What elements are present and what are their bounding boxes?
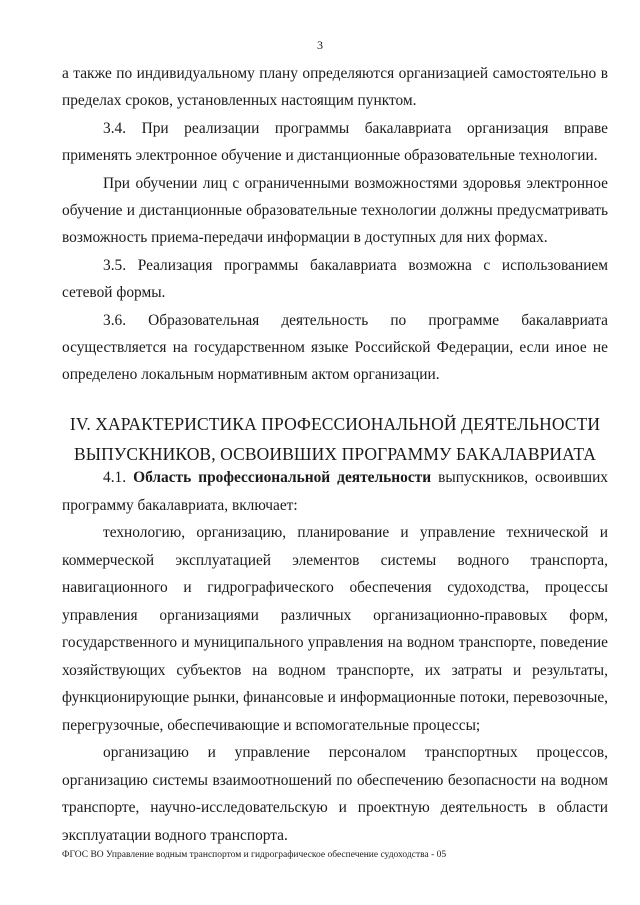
section-heading-line1: IV. ХАРАКТЕРИСТИКА ПРОФЕССИОНАЛЬНОЙ ДЕЯТЕЛЬНОСТИ	[69, 414, 601, 434]
body-text-top	[62, 60, 608, 389]
paragraph: а также по индивидуальному плану определяются организацией самостоятельно в пределах сроков, установленных настоящим пунктом.	[62, 65, 608, 110]
paragraph-4-1-rest: выпускников, освоивших программу бакалавриата, включает:	[62, 469, 609, 514]
body-text-bottom	[62, 464, 608, 849]
paragraph-4-1	[62, 464, 608, 519]
section-heading-line2: ВЫПУСКНИКОВ, ОСВОИВШИХ ПРОГРАММУ БАКАЛАВРИАТА	[73, 444, 597, 464]
paragraph-3-5: 3.5. Реализация программы бакалавриата возможна с использованием сетевой формы.	[62, 256, 608, 302]
page-number: 3	[317, 38, 323, 52]
section-heading	[62, 409, 608, 469]
page-footer: ФГОС ВО Управление водным транспортом и гидрографическое обеспечение судоходства - 05	[62, 850, 447, 860]
paragraph-technology: технологию, организацию, планирование и управление технической и коммерческой эксплуатацией элементов системы водного транспорта, навигационного и гидрографического обеспечения судоходства, процессы управления организациями различных организационно-правовых форм, государственного и муниципального управления на водном транспорте, поведение хозяйствующих субъектов на водном транспорте, их затраты и результаты, функционирующие рынки, финансовые и информационные потоки, перевозочные, перегрузочные, обеспечивающие и вспомогательные процессы;	[62, 524, 608, 734]
paragraph-4-1-prefix: 4.1.	[103, 469, 134, 486]
paragraph-disabilities: При обучении лиц с ограниченными возможностями здоровья электронное обучение и дистанционные образовательные технологии должны предусматривать возможность приема-передачи информации в доступных для них формах.	[62, 174, 608, 247]
paragraph-organization: организацию и управление персоналом транспортных процессов, организацию системы взаимоотношений по обеспечению безопасности на водном транспорте, научно-исследовательскую и проектную деятельность в области эксплуатации водного транспорта.	[62, 744, 608, 844]
paragraph-4-1-bold: Область профессиональной деятельности	[133, 469, 432, 486]
paragraph-3-4: 3.4. При реализации программы бакалавриата организация вправе применять электронное обучение и дистанционные образовательные технологии.	[62, 119, 608, 165]
paragraph-3-6: 3.6. Образовательная деятельность по программе бакалавриата осуществляется на государственном языке Российской Федерации, если иное не определено локальным нормативным актом организации.	[62, 311, 608, 384]
